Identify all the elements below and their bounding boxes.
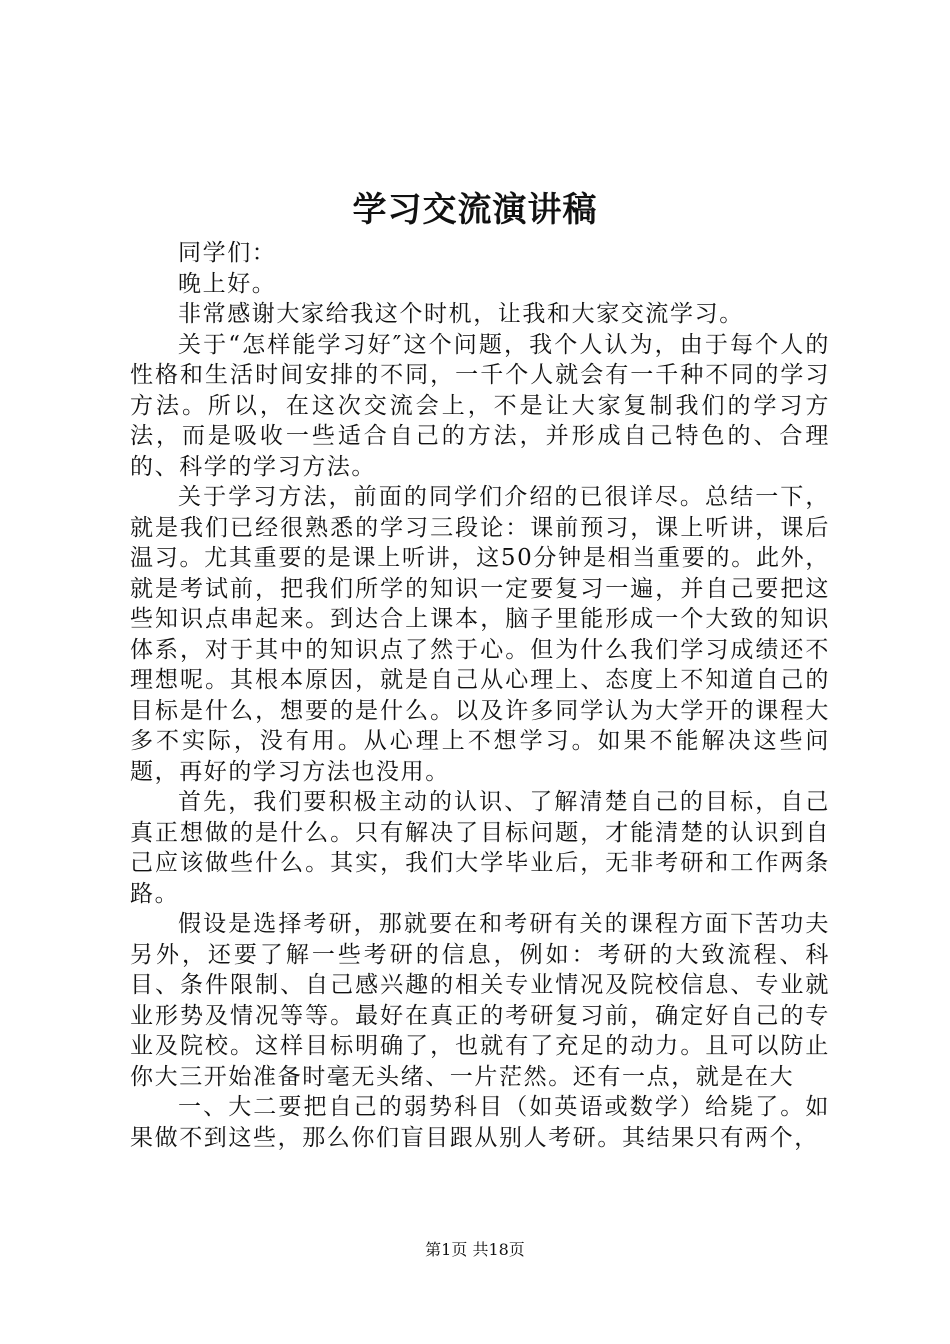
paragraph-goals: 首先，我们要积极主动的认识、了解清楚自己的目标，自己真正想做的是什么。只有解决了目标问题，才能清楚的认识到自己应该做些什么。其实，我们大学毕业后，无非考研和工作两条路。 [130,789,830,907]
document-title: 学习交流演讲稿 [352,190,598,230]
paragraph-learning-question: 关于“怎样能学习好″这个问题，我个人认为，由于每个人的性格和生活时间安排的不同，一千个人就会有一千种不同的学习方法。所以，在这次交流会上，不是让大家复制我们的学习方法，而是吸收一些适合自己的方法，并形成自己特色的、合理的、科学的学习方法。 [130,331,830,480]
paragraph-learning-methods: 关于学习方法，前面的同学们介绍的已很详尽。总结一下，就是我们已经很熟悉的学习三段论：课前预习，课上听讲，课后温习。尤其重要的是课上听讲，这50分钟是相当重要的。此外，就是考试前，把我们所学的知识一定要复习一遍，并自己要把这些知识点串起来。到达合上课本，脑子里能形成一个大致的知识体系，对于其中的知识点了然于心。但为什么我们学习成绩还不理想呢。其根本原因，就是自己从心理上、态度上不知道自己的目标是什么，想要的是什么。以及许多同学认为大学开的课程大多不实际，没有用。从心理上不想学习。如果不能解决这些问题，再好的学习方法也没用。 [130,484,830,785]
page-footer: 第1页 共18页 [425,1240,525,1259]
paragraph-postgraduate: 假设是选择考研，那就要在和考研有关的课程方面下苦功夫另外，还要了解一些考研的信息，例如：考研的大致流程、科目、条件限制、自己感兴趣的相关专业情况及院校信息、专业就业形势及情况等等。最好在真正的考研复习前，确定好自己的专业及院校。这样目标明确了，也就有了充足的动力。且可以防止你大三开始准备时毫无头绪、一片茫然。还有一点，就是在大 [130,911,830,1090]
paragraph-salutation: 晚上好。 [178,270,277,297]
document-body [130,238,830,1153]
paragraph-greeting: 同学们： [178,240,277,266]
paragraph-weak-subjects: 一、大二要把自己的弱势科目（如英语或数学）给毙了。如果做不到这些，那么你们盲目跟从别人考研。其结果只有两个， [130,1094,830,1151]
paragraph-thanks: 非常感谢大家给我这个时机，让我和大家交流学习。 [178,301,744,327]
